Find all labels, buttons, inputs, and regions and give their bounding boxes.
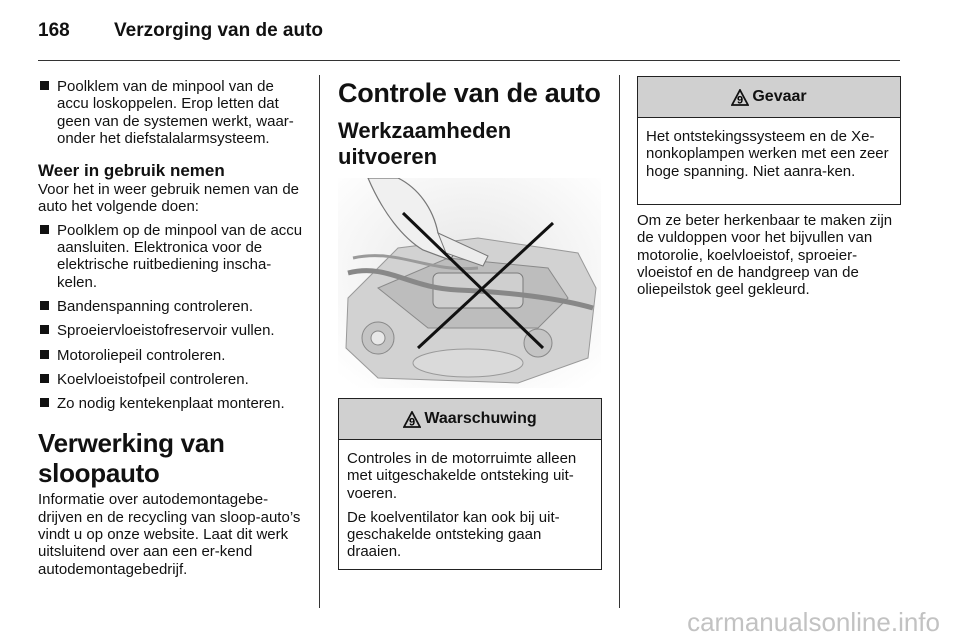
reuse-intro: Voor het in weer gebruik nemen van de auto het volgende doen:: [38, 181, 299, 216]
section-subheading: Werkzaamheden uitvoeren: [338, 118, 512, 169]
page-number: 168: [38, 20, 70, 41]
warning-paragraph: Controles in de motorruimte alleen met uitgeschakelde ontsteking uit-voeren.: [347, 450, 577, 502]
watermark: carmanualsonline.info: [687, 607, 940, 637]
danger-text: Het ontstekingssysteem en de Xe-nonkoplampen werken met een zeer hoge spanning. Niet aanra-ken.: [646, 128, 889, 180]
scrap-heading: Verwerking van sloopauto: [38, 428, 225, 489]
square-bullet-icon: [40, 225, 49, 234]
danger-header: [638, 77, 900, 118]
warning-body: [339, 440, 601, 574]
list-item: Sproeiervloeistofreservoir vullen.: [38, 322, 306, 339]
warning-title: Waarschuwing: [424, 410, 537, 427]
scrap-text: Informatie over autodemontagebe-drijven en de recycling van sloop-auto’s vindt u op onze website. Laat dit werk uitsluitend over aan een er-kend autodemontagebedrijf.: [38, 491, 301, 578]
header-divider: [38, 60, 900, 61]
list-item: Poolklem van de minpool van de accu loskoppelen. Erop letten dat geen van de systemen werkt, waar-onder het diefstalalarmsysteem.: [38, 78, 306, 147]
warning-header: [339, 399, 601, 440]
intro-list: [38, 78, 306, 147]
list-item: Bandenspanning controleren.: [38, 298, 306, 315]
reuse-list: [38, 222, 306, 413]
middle-column: [338, 78, 601, 170]
danger-title: Gevaar: [752, 88, 807, 105]
page-header: [38, 20, 898, 44]
left-column: [38, 78, 306, 578]
page-title: Verzorging van de auto: [114, 20, 324, 41]
square-bullet-icon: [40, 81, 49, 90]
list-item: Koelvloeistofpeil controleren.: [38, 371, 306, 388]
list-item: Poolklem op de minpool van de accu aansluiten. Elektronica voor de elektrische ruitbediening inscha-kelen.: [38, 222, 306, 291]
column-divider-1: [319, 75, 320, 608]
reuse-heading: Weer in gebruik nemen: [38, 161, 225, 181]
section-heading: Controle van de auto: [338, 78, 601, 108]
svg-text:9: 9: [737, 94, 744, 106]
square-bullet-icon: [40, 350, 49, 359]
list-item: Motoroliepeil controleren.: [38, 347, 306, 364]
danger-body: [638, 118, 900, 186]
engine-bay-crossed-out-icon: [338, 178, 601, 388]
list-item: Zo nodig kentekenplaat monteren.: [38, 395, 306, 412]
warning-triangle-icon: [731, 89, 749, 106]
square-bullet-icon: [40, 325, 49, 334]
square-bullet-icon: [40, 374, 49, 383]
right-text: Om ze beter herkenbaar te maken zijn de vuldoppen voor het bijvullen van motorolie, koelvloeistof, sproeier-vloeistof en de handgreep van de oliepeilstok geel gekleurd.: [637, 212, 893, 299]
warning-triangle-icon: [403, 411, 421, 428]
warning-box: [338, 398, 602, 570]
column-divider-2: [619, 75, 620, 608]
svg-text:9: 9: [409, 416, 416, 428]
danger-box: [637, 76, 901, 205]
square-bullet-icon: [40, 398, 49, 407]
square-bullet-icon: [40, 301, 49, 310]
warning-paragraph: De koelventilator kan ook bij uit-geschakelde ontsteking gaan draaien.: [347, 508, 560, 561]
